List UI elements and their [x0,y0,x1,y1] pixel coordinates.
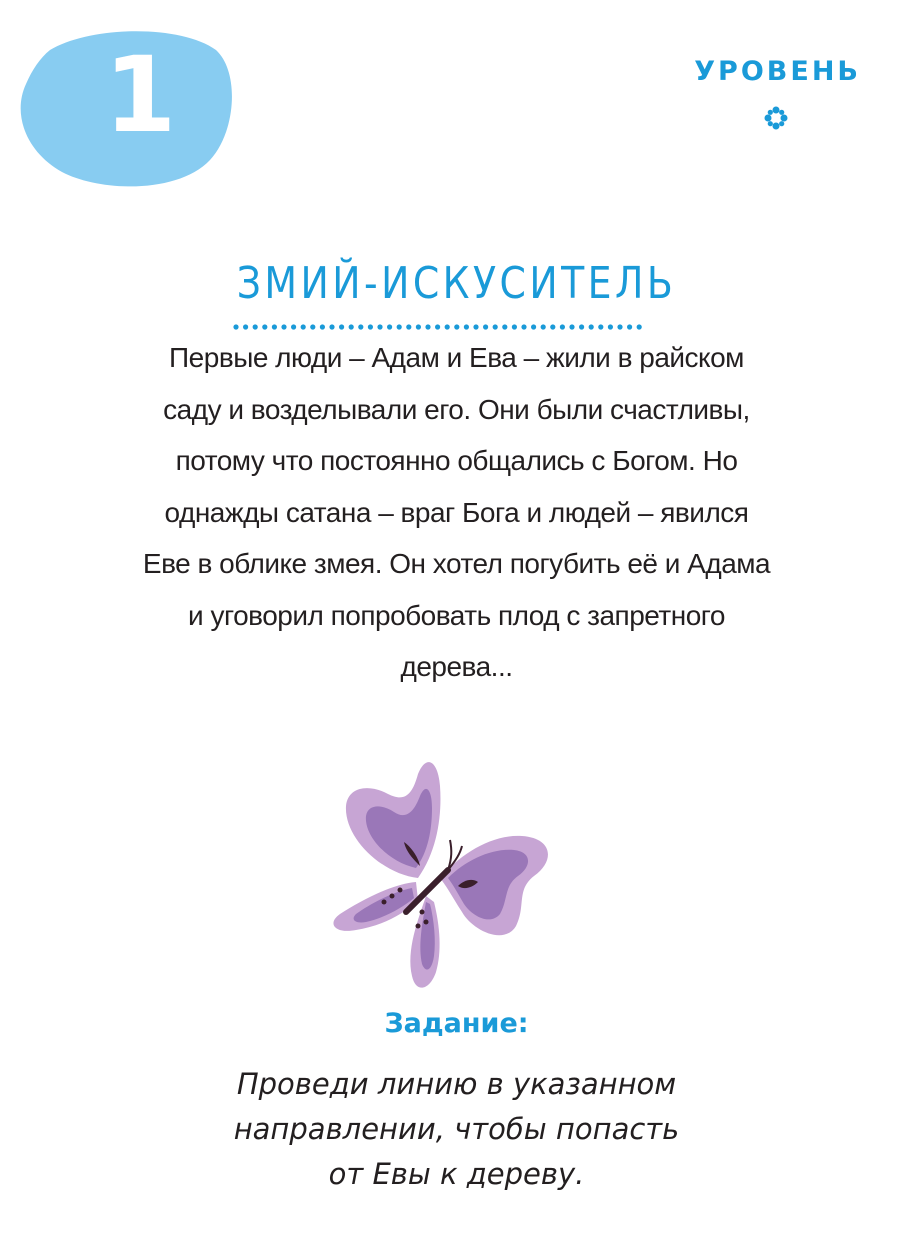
level-label: УРОВЕНЬ [694,56,861,87]
task-label: Задание: [384,1008,529,1039]
title-dotted-underline [232,322,650,332]
task-text [180,1062,733,1197]
task-line: от Евы к дереву. [328,1157,585,1191]
story-line: и уговорил попробовать плод с запретного [188,599,725,631]
story-line: Первые люди – Адам и Ева – жили в райском [169,342,744,373]
level-number: 1 [104,34,177,156]
story-line: дерева... [400,651,513,682]
story-line: потому что постоянно общались с Богом. Но [175,445,738,476]
butterfly-illustration [322,750,562,995]
story-text [120,332,793,693]
flower-ornament-icon [762,104,790,132]
story-line: Еве в облике змея. Он хотел погубить её и Адама [142,548,771,579]
story-title: ЗМИЙ-ИСКУСИТЕЛЬ [236,258,677,309]
task-line: Проведи линию в указанном [236,1067,677,1101]
task-line: направлении, чтобы попасть [233,1112,680,1146]
story-line: саду и возделывали его. Они были счастливы, [163,393,750,425]
story-line: однажды сатана – враг Бога и людей – явился [164,496,749,528]
